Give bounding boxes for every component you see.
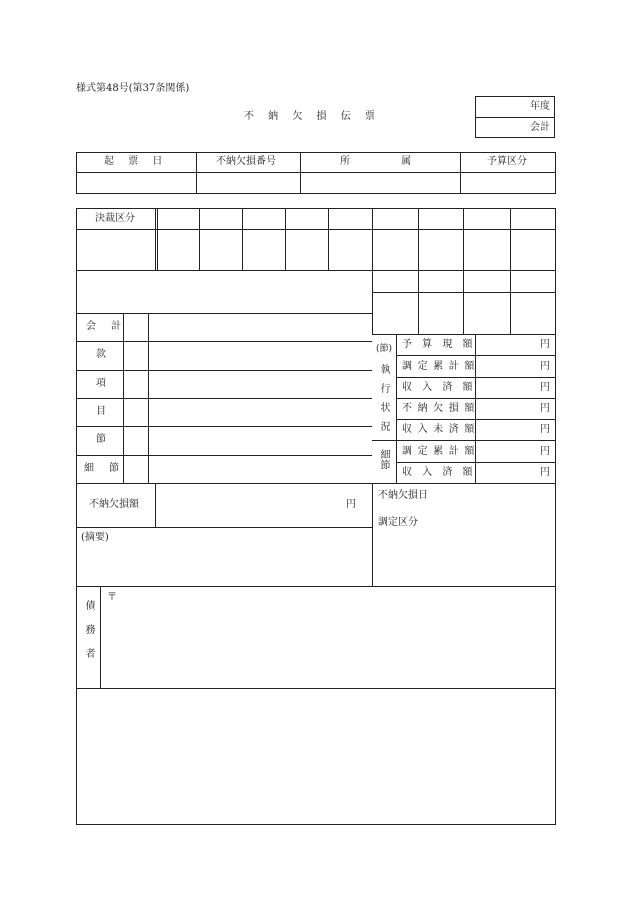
- form-number: 様式第48号(第37条関係): [76, 83, 190, 94]
- remarks-label: (摘要): [81, 532, 109, 543]
- form-title: 不 納 欠 損 伝 票: [244, 111, 381, 122]
- remarks-field[interactable]: [78, 545, 370, 584]
- kou-label: 項: [96, 378, 106, 389]
- draft-date-field[interactable]: [77, 173, 195, 193]
- exec-unit-4: 円: [540, 403, 550, 414]
- loss-number-label: 不納欠損番号: [216, 156, 276, 167]
- loss-date-label: 不納欠損日: [378, 490, 428, 501]
- budget-class-label: 予算区分: [487, 156, 527, 167]
- year-label: 年度: [530, 101, 550, 112]
- exec-row-2: 調 定 累 計 額: [402, 361, 476, 372]
- kaikei-label: 会 計: [86, 321, 128, 332]
- decision-label: 決裁区分: [95, 213, 135, 224]
- account-label: 会計: [530, 122, 550, 133]
- loss-amount-field[interactable]: [157, 485, 342, 525]
- exec-row-1: 予 算 現 額: [402, 339, 477, 350]
- exec-unit-1: 円: [540, 339, 550, 350]
- department-label: 所 属: [340, 156, 412, 167]
- bottom-free-area[interactable]: [78, 690, 554, 822]
- debtor-address-field[interactable]: [118, 590, 548, 684]
- postal-mark: 〒: [107, 592, 117, 603]
- exec-row-5: 収 入 未 済 額: [402, 424, 476, 435]
- saisetsu-label: 細 節: [84, 463, 126, 474]
- exec-row-4: 不 納 欠 損 額: [402, 403, 476, 414]
- exec-status-label: 執行状況: [378, 364, 389, 440]
- budget-class-field[interactable]: [461, 173, 555, 193]
- draft-date-label: 起 票 日: [104, 156, 168, 167]
- exec-row-6: 調 定 累 計 額: [402, 446, 476, 457]
- loss-amount-label: 不納欠損額: [89, 499, 139, 510]
- exec-unit-7: 円: [540, 467, 550, 478]
- debtor-label: 債務者: [83, 600, 94, 672]
- exec-unit-5: 円: [540, 424, 550, 435]
- kan-label: 款: [96, 349, 106, 360]
- moku-label: 目: [96, 406, 106, 417]
- setsu-label: 節: [96, 434, 106, 445]
- exec-row-3: 収 入 済 額: [402, 382, 477, 393]
- loss-amount-unit: 円: [346, 499, 356, 510]
- exec-row-7: 収 入 済 額: [402, 467, 477, 478]
- exec-unit-6: 円: [540, 446, 550, 457]
- assessment-class-label: 調定区分: [378, 517, 418, 528]
- exec-unit-2: 円: [540, 361, 550, 372]
- exec-unit-3: 円: [540, 382, 550, 393]
- loss-number-field[interactable]: [197, 173, 299, 193]
- exec-saisetsu-label: 細節: [378, 449, 389, 470]
- department-field[interactable]: [301, 173, 459, 193]
- exec-setsu-label: (節): [376, 344, 393, 354]
